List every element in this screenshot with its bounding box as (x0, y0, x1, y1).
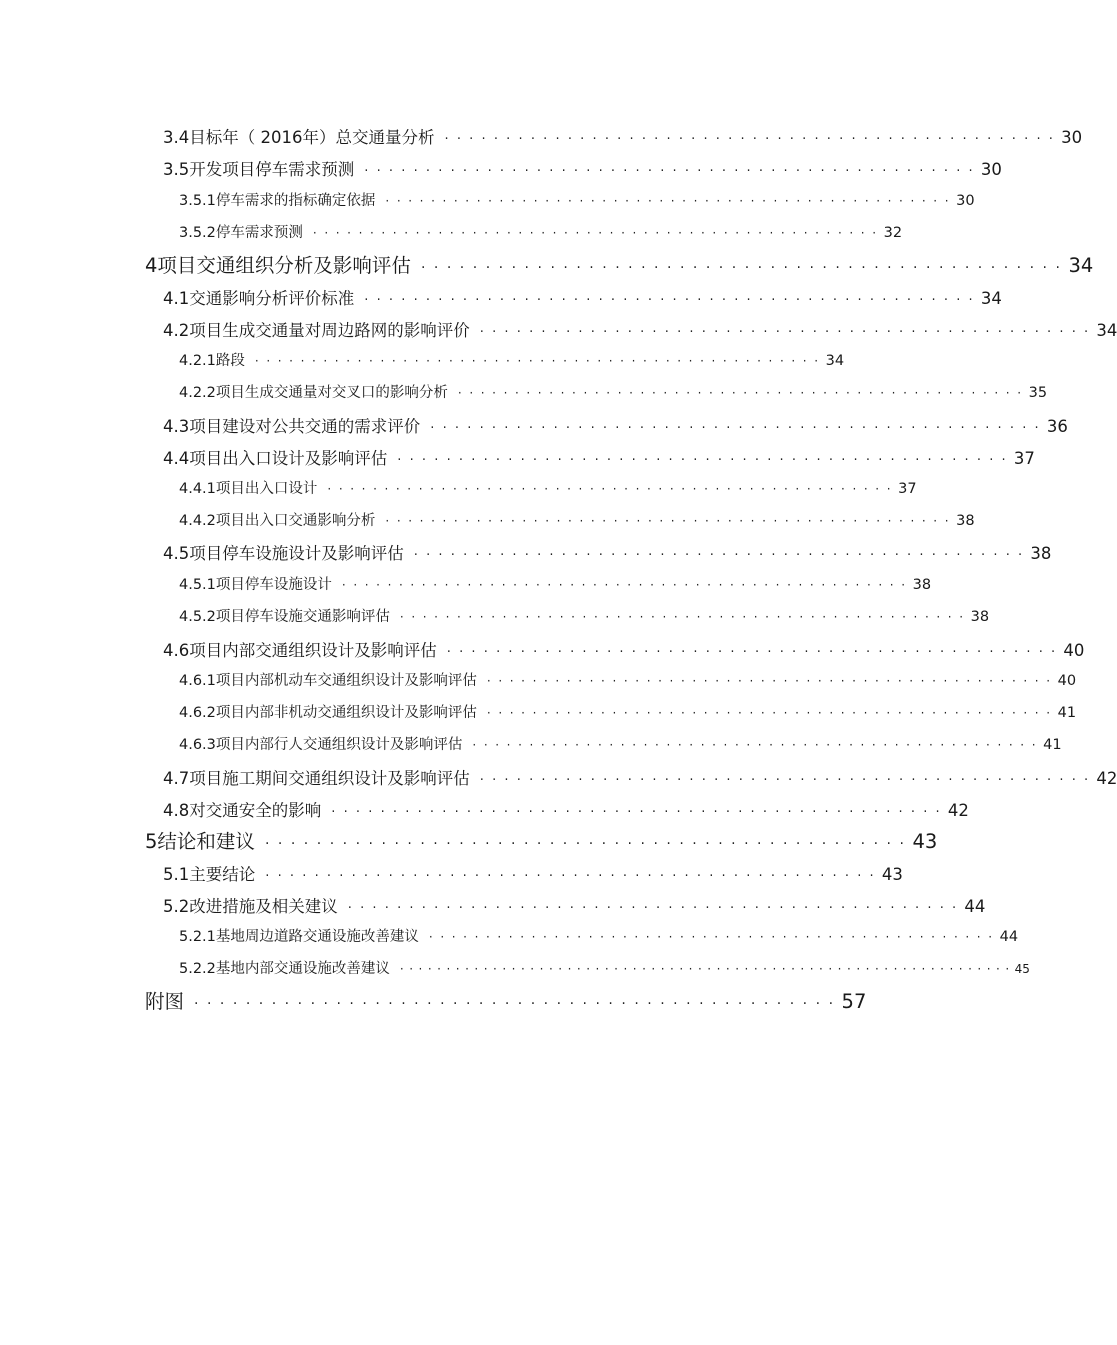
toc-title: 项目内部机动车交通组织设计及影响评估 (215, 673, 477, 689)
toc-page-number: 34 (1096, 321, 1117, 340)
toc-leader: ·················································· (479, 325, 1097, 340)
toc-leader: ·················································· (265, 869, 882, 884)
toc-number: 4.5.2 (179, 609, 216, 625)
toc-entry-3-4[interactable] (163, 124, 1083, 148)
toc-page-number: 37 (898, 481, 917, 497)
toc-entry-5-2-2[interactable] (179, 957, 1030, 978)
toc-entry-4-6[interactable] (163, 637, 1085, 661)
toc-title: 项目内部非机动交通组织设计及影响评估 (215, 705, 477, 721)
toc-title: 主要结论 (189, 865, 256, 884)
toc-leader: ·················································· (420, 260, 1069, 276)
toc-entry-4-7[interactable] (163, 765, 1117, 789)
toc-title: 项目内部交通组织设计及影响评估 (189, 641, 437, 660)
toc-entry-4-6-2[interactable] (179, 701, 1077, 722)
toc-page-number: 43 (912, 830, 938, 853)
toc-title: 项目停车设施设计 (215, 577, 332, 593)
toc-leader: ·················································· (364, 164, 981, 179)
toc-number: 4.4 (163, 449, 190, 468)
toc-number: 5.1 (163, 865, 190, 884)
toc-title: 项目出入口设计 (215, 481, 318, 497)
toc-entry-4-5-2[interactable] (179, 605, 990, 626)
toc-title: 交通影响分析评价标准 (189, 289, 355, 308)
toc-number: 4.6 (163, 641, 190, 660)
toc-page-number: 41 (1043, 737, 1062, 753)
toc-number: 5 (145, 830, 158, 853)
toc-leader: ·················································· (264, 836, 913, 852)
toc-number: 4.7 (163, 769, 190, 788)
toc-page-number: 30 (1061, 128, 1083, 147)
toc-entry-3-5-1[interactable] (179, 189, 975, 210)
toc-entry-4-8[interactable] (163, 797, 969, 821)
toc-leader: ·················································· (486, 706, 1058, 720)
toc-entry-4-4[interactable] (163, 445, 1035, 469)
toc-number: 3.4 (163, 128, 190, 147)
toc-page-number: 44 (964, 897, 986, 916)
toc-page-number: 37 (1013, 449, 1035, 468)
toc-page-number: 38 (956, 513, 975, 529)
toc-entry-4-2[interactable] (163, 317, 1117, 341)
toc-entry-4-3[interactable] (163, 413, 1068, 437)
toc-entry-4-5-1[interactable] (179, 573, 932, 594)
toc-page-number: 40 (1057, 673, 1077, 689)
toc-leader: ·································································· (399, 962, 1015, 976)
toc-entry-3-5[interactable] (163, 156, 1002, 180)
toc-number: 3.5.2 (179, 225, 216, 241)
toc-number: 4.6.1 (179, 673, 216, 689)
toc-entry-4-4-2[interactable] (179, 509, 975, 530)
toc-number: 4.4.1 (179, 481, 216, 497)
toc-leader: ·················································· (457, 386, 1029, 400)
toc-entry-4-6-1[interactable] (179, 669, 1077, 690)
toc-entry-4-6-3[interactable] (179, 733, 1062, 754)
toc-title: 附图 (145, 990, 185, 1013)
toc-page-number: 44 (999, 929, 1019, 945)
toc-number: 4.1 (163, 289, 190, 308)
toc-title: 项目出入口设计及影响评估 (189, 449, 388, 468)
toc-page-number: 36 (1046, 417, 1068, 436)
toc-title: 项目停车设施交通影响评估 (215, 609, 390, 625)
toc-number: 4.5.1 (179, 577, 216, 593)
toc-leader: ·················································· (331, 805, 948, 820)
toc-title: 项目内部行人交通组织设计及影响评估 (215, 737, 463, 753)
toc-title: 基地周边道路交通设施改善建议 (215, 929, 419, 945)
toc-number: 3.5 (163, 160, 190, 179)
toc-page-number: 30 (956, 193, 975, 209)
toc-number: 5.2.2 (179, 961, 216, 977)
toc-title: 项目出入口交通影响分析 (215, 513, 376, 529)
toc-title: 对交通安全的影响 (189, 801, 322, 820)
toc-title: 项目生成交通量对交叉口的影响分析 (215, 385, 448, 401)
toc-number: 4.2 (163, 321, 190, 340)
toc-entry-4-5[interactable] (163, 540, 1052, 564)
toc-leader: ·················································· (341, 578, 913, 592)
toc-page-number: 32 (883, 225, 903, 241)
toc-title: 基地内部交通设施改善建议 (215, 961, 390, 977)
toc-title: 结论和建议 (157, 830, 255, 853)
toc-number: 4.6.3 (179, 737, 216, 753)
toc-leader: ·················································· (347, 901, 965, 916)
toc-title: 项目施工期间交通组织设计及影响评估 (189, 769, 470, 788)
toc-title: 项目停车设施设计及影响评估 (189, 544, 404, 563)
toc-page-number: 40 (1063, 641, 1085, 660)
toc-leader: ·················································· (385, 514, 957, 528)
toc-leader: ·················································· (479, 773, 1097, 788)
toc-page-number: 38 (970, 609, 990, 625)
toc-page-number: 38 (912, 577, 932, 593)
toc-number: 5.2 (163, 897, 190, 916)
toc-number: 4.6.2 (179, 705, 216, 721)
toc-entry-4[interactable] (145, 250, 1094, 278)
toc-number: 4.5 (163, 544, 190, 563)
toc-title: 停车需求的指标确定依据 (215, 193, 376, 209)
toc-page-number: 45 (1014, 962, 1030, 976)
toc-title: 停车需求预测 (215, 225, 303, 241)
toc-title: 路段 (215, 353, 245, 369)
toc-leader: ·················································· (254, 354, 826, 368)
toc-entry-5-2[interactable] (163, 893, 986, 917)
toc-page-number: 41 (1057, 705, 1077, 721)
toc-number: 4.2.1 (179, 353, 216, 369)
toc-page-number: 34 (980, 289, 1002, 308)
toc-leader: ·················································· (397, 453, 1014, 468)
toc-leader: ·················································· (430, 421, 1047, 436)
toc-number: 4.3 (163, 417, 190, 436)
toc-title: 改进措施及相关建议 (189, 897, 338, 916)
toc-page-number: 34 (825, 353, 845, 369)
toc-entry-3-5-2[interactable] (179, 221, 903, 242)
toc-entry-4-2-1[interactable] (179, 349, 845, 370)
toc-page-number: 57 (841, 990, 867, 1013)
toc-title: 项目生成交通量对周边路网的影响评价 (189, 321, 470, 340)
toc-number: 4 (145, 254, 158, 277)
toc-number: 3.5.1 (179, 193, 216, 209)
toc-page-number: 43 (881, 865, 903, 884)
toc-title: 项目建设对公共交通的需求评价 (189, 417, 421, 436)
toc-page-number: 42 (1096, 769, 1117, 788)
toc-leader: ·················································· (472, 738, 1044, 752)
toc-leader: ·················································· (364, 293, 981, 308)
toc-page-number: 42 (947, 801, 969, 820)
toc-page-number: 30 (980, 160, 1002, 179)
toc-leader: ·················································· (327, 482, 899, 496)
toc-entry-4-4-1[interactable] (179, 477, 917, 498)
toc-entry-5[interactable] (145, 826, 938, 854)
toc-number: 4.2.2 (179, 385, 216, 401)
toc-page-number: 35 (1028, 385, 1048, 401)
toc-leader: ·················································· (444, 132, 1062, 147)
toc-number: 5.2.1 (179, 929, 216, 945)
toc-entry-4-2-2[interactable] (179, 381, 1048, 402)
toc-page-number: 38 (1030, 544, 1052, 563)
toc-leader: ·················································· (413, 548, 1031, 563)
toc-entry-5-1[interactable] (163, 861, 903, 885)
toc-title: 项目交通组织分析及影响评估 (157, 254, 411, 277)
toc-leader: ·················································· (428, 930, 1000, 944)
toc-leader: ·················································· (399, 610, 971, 624)
toc-entry-appendix-figures[interactable] (145, 986, 867, 1014)
toc-number: 4.8 (163, 801, 190, 820)
toc-leader: ·················································· (486, 674, 1058, 688)
toc-entry-5-2-1[interactable] (179, 925, 1019, 946)
toc-page-number: 34 (1068, 254, 1094, 277)
toc-leader: ·················································· (385, 194, 957, 208)
toc-title: 目标年（ 2016年）总交通量分析 (189, 128, 435, 147)
toc-entry-4-1[interactable] (163, 285, 1002, 309)
toc-leader: ·················································· (446, 645, 1064, 660)
toc-title: 开发项目停车需求预测 (189, 160, 355, 179)
toc-leader: ·················································· (194, 996, 842, 1012)
toc-leader: ·················································· (312, 226, 884, 240)
toc-number: 4.4.2 (179, 513, 216, 529)
